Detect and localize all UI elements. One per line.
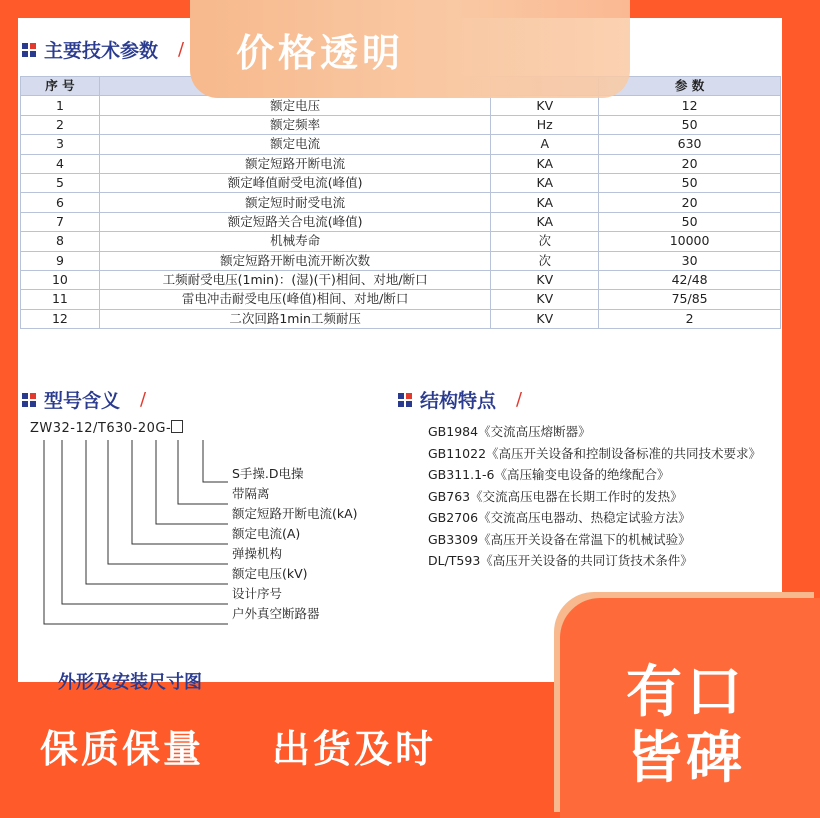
cell-name: 额定短路关合电流(峰值) [99, 212, 490, 231]
cell-index: 7 [21, 212, 100, 231]
section-model-meaning-title: 型号含义 [44, 390, 121, 412]
model-label: 设计序号 [232, 586, 283, 601]
cell-name: 工频耐受电压(1min)：(湿)(干)相间、对地/断口 [99, 270, 490, 289]
cell-value: 20 [599, 193, 781, 212]
slash-decoration-icon: / [178, 39, 185, 60]
bottom-slogan-1: 保质保量 [40, 727, 205, 771]
table-row [21, 135, 781, 154]
slash-decoration-icon: / [516, 389, 523, 410]
cell-name: 二次回路1min工频耐压 [99, 309, 490, 328]
cell-value: 42/48 [599, 270, 781, 289]
cell-unit: Hz [491, 115, 599, 134]
cell-index: 6 [21, 193, 100, 212]
table-row [21, 115, 781, 134]
cell-index: 12 [21, 309, 100, 328]
table-row [21, 154, 781, 173]
standard-item: GB1984《交流高压熔断器》 [428, 424, 591, 439]
section-structure-title: 结构特点 [420, 390, 497, 412]
model-label: 额定电压(kV) [232, 566, 308, 581]
model-label: 弹操机构 [232, 546, 283, 561]
corner-badge [560, 598, 820, 818]
cell-name: 机械寿命 [99, 232, 490, 251]
table-row [21, 290, 781, 309]
corner-badge-line2: 皆碑 [626, 726, 746, 791]
table-row [21, 232, 781, 251]
cell-index: 8 [21, 232, 100, 251]
cell-name: 额定短时耐受电流 [99, 193, 490, 212]
cell-index: 2 [21, 115, 100, 134]
cell-index: 9 [21, 251, 100, 270]
cell-unit: KV [491, 309, 599, 328]
table-row [21, 173, 781, 192]
model-label: 带隔离 [232, 486, 270, 501]
cell-value: 50 [599, 212, 781, 231]
standard-item: GB311.1-6《高压输变电设备的绝缘配合》 [428, 467, 670, 482]
cell-value: 630 [599, 135, 781, 154]
section-outline-title: 外形及安装尺寸图 [58, 672, 202, 693]
corner-badge-line1: 有口 [626, 660, 746, 725]
header-value: 参 数 [599, 77, 781, 96]
bottom-slogan-2: 出货及时 [272, 727, 437, 771]
model-diagram-lines [18, 436, 378, 636]
cell-value: 30 [599, 251, 781, 270]
slash-decoration-icon: / [140, 389, 147, 410]
section-marker-icon [22, 43, 36, 57]
top-banner-text: 价格透明 [236, 31, 405, 75]
header-index: 序 号 [21, 77, 100, 96]
cell-unit: 次 [491, 232, 599, 251]
table-row [21, 251, 781, 270]
table-row [21, 270, 781, 289]
cell-unit: KA [491, 154, 599, 173]
cell-unit: KA [491, 193, 599, 212]
cell-unit: 次 [491, 251, 599, 270]
cell-name: 额定频率 [99, 115, 490, 134]
cell-unit: KV [491, 270, 599, 289]
cell-index: 10 [21, 270, 100, 289]
cell-index: 1 [21, 96, 100, 115]
cell-unit: A [491, 135, 599, 154]
model-label: S手操.D电操 [232, 466, 304, 481]
model-code-box [171, 420, 183, 433]
cell-name: 额定电流 [99, 135, 490, 154]
table-row [21, 309, 781, 328]
cell-value: 12 [599, 96, 781, 115]
model-label: 额定短路开断电流(kA) [232, 506, 358, 521]
cell-index: 4 [21, 154, 100, 173]
cell-value: 75/85 [599, 290, 781, 309]
cell-value: 50 [599, 173, 781, 192]
section-marker-icon [22, 393, 36, 407]
model-code-text: ZW32-12/T630-20G- [30, 421, 172, 436]
cell-index: 11 [21, 290, 100, 309]
cell-name: 额定电压 [99, 96, 490, 115]
standard-item: GB2706《交流高压电器动、热稳定试验方法》 [428, 510, 691, 525]
cell-name: 额定短路开断电流开断次数 [99, 251, 490, 270]
cell-unit: KV [491, 290, 599, 309]
cell-unit: KV [491, 96, 599, 115]
table-row [21, 212, 781, 231]
cell-value: 50 [599, 115, 781, 134]
section-main-params [22, 36, 184, 63]
cell-value: 20 [599, 154, 781, 173]
model-label: 户外真空断路器 [232, 606, 320, 621]
table-row [21, 193, 781, 212]
standard-item: GB11022《高压开关设备和控制设备标准的共同技术要求》 [428, 445, 762, 461]
section-structure [398, 386, 522, 413]
standard-item: DL/T593《高压开关设备的共同订货技术条件》 [428, 553, 693, 568]
cell-name: 雷电冲击耐受电压(峰值)相间、对地/断口 [99, 290, 490, 309]
cell-index: 3 [21, 135, 100, 154]
params-table [20, 76, 781, 329]
section-model-meaning [22, 386, 146, 413]
top-banner [190, 0, 630, 98]
cell-name: 额定峰值耐受电流(峰值) [99, 173, 490, 192]
cell-index: 5 [21, 173, 100, 192]
section-marker-icon [398, 393, 412, 407]
standard-item: GB763《交流高压电器在长期工作时的发热》 [428, 488, 683, 504]
cell-name: 额定短路开断电流 [99, 154, 490, 173]
cell-value: 2 [599, 309, 781, 328]
standard-item: GB3309《高压开关设备在常温下的机械试验》 [428, 531, 691, 547]
model-label: 额定电流(A) [232, 526, 301, 541]
cell-unit: KA [491, 173, 599, 192]
section-main-params-title: 主要技术参数 [44, 40, 159, 62]
cell-unit: KA [491, 212, 599, 231]
table-row [21, 96, 781, 115]
model-code [30, 420, 183, 436]
cell-value: 10000 [599, 232, 781, 251]
